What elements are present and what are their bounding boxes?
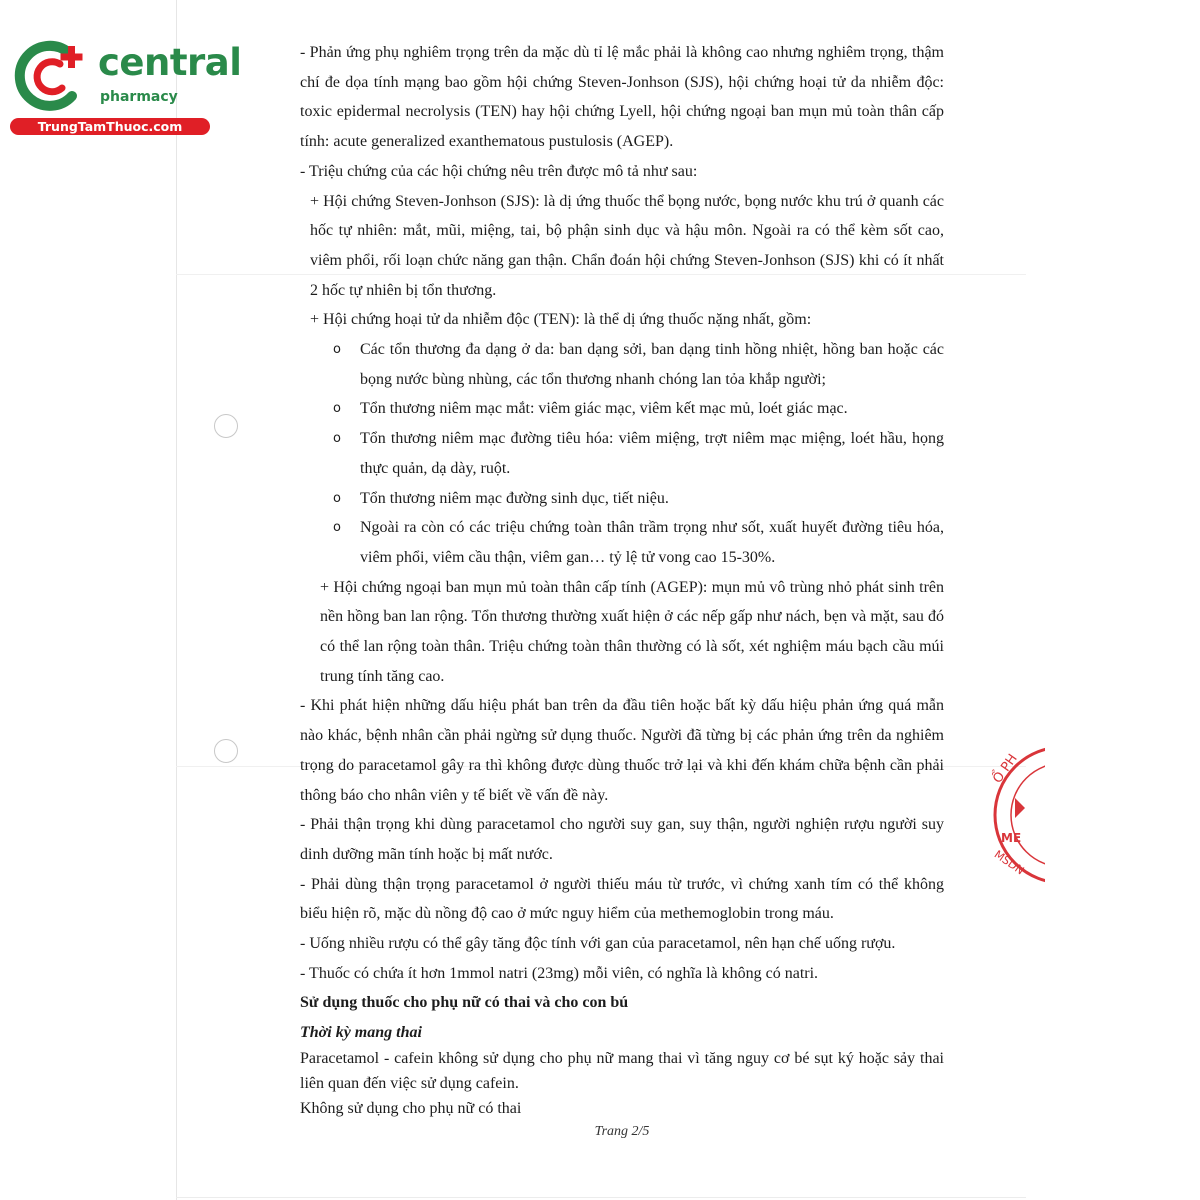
paragraph-pregnancy-caffeine: Paracetamol - cafein không sử dụng cho phụ nữ mang thai vì tăng nguy cơ bé sụt ký hoặc sảy thai liên quan đến việc sử dụng cafein.	[300, 1049, 944, 1092]
brand-subtitle: pharmacy	[100, 89, 178, 105]
subheading-pregnancy-period: Thời kỳ mang thai	[300, 1023, 422, 1041]
paragraph-anemia-caution: - Phải dùng thận trọng paracetamol ở người thiếu máu từ trước, vì chứng xanh tím có thể không biểu hiện rõ, mặc dù nồng độ cao ở mức nguy hiểm của methemoglobin trong máu.	[300, 875, 944, 923]
stamp-text-top: Ổ PH	[990, 751, 1021, 787]
logo-mark-icon	[10, 38, 94, 114]
bullet-text: Tổn thương niêm mạc mắt: viêm giác mạc, viêm kết mạc mủ, loét giác mạc.	[360, 400, 848, 418]
page-edge-bottom	[176, 1197, 1026, 1198]
section-heading-pregnancy: Sử dụng thuốc cho phụ nữ có thai và cho con bú	[300, 993, 629, 1011]
paragraph-liver-kidney-caution: - Phải thận trọng khi dùng paracetamol cho người suy gan, suy thận, người nghiện rượu người suy dinh dưỡng mãn tính hoặc bị mất nước.	[300, 816, 944, 863]
list-item	[300, 484, 944, 514]
stamp-text-bottom: MSDN	[991, 847, 1027, 878]
bullet-marker: o	[333, 431, 341, 447]
stamp-text-middle: ME	[1001, 831, 1022, 845]
punch-hole	[214, 739, 238, 763]
bullet-text: Tổn thương niêm mạc đường tiêu hóa: viêm miệng, trợt niêm mạc miệng, loét hầu, họng thực quản, dạ dày, ruột.	[360, 430, 944, 477]
paragraph-ten: + Hội chứng hoại tử da nhiễm độc (TEN): là thể dị ứng thuốc nặng nhất, gồm:	[310, 311, 812, 329]
paragraph-symptoms-intro: - Triệu chứng của các hội chứng nêu trên được mô tả như sau:	[300, 162, 698, 180]
paragraph-pregnancy-contraindication: Không sử dụng cho phụ nữ có thai	[300, 1099, 522, 1117]
brand-name: central	[98, 41, 242, 84]
central-pharmacy-logo[interactable]	[10, 38, 242, 136]
paragraph-severe-skin-reactions: - Phản ứng phụ nghiêm trọng trên da mặc dù tỉ lệ mắc phải là không cao nhưng nghiêm trọng, thậm chí đe dọa tính mạng bao gồm hội chứng Steven-Jonhson (SJS), hội chứng hoại tử da nhiễm độc: toxic epidermal necrolysis (TEN) hay hội chứng Lyell, hội chứng ngoại ban mụn mủ toàn thân cấp tính: acute generalized exanthematous pustulosis (AGEP).	[300, 44, 944, 151]
paragraph-alcohol-warning: - Uống nhiều rượu có thể gây tăng độc tính với gan của paracetamol, nên hạn chế uống rượu.	[300, 935, 896, 953]
page-edge	[176, 0, 177, 1200]
document-body	[300, 38, 944, 1121]
bullet-marker: o	[333, 490, 341, 506]
bullet-marker: o	[333, 342, 341, 358]
bullet-marker: o	[333, 520, 341, 536]
stamp-seal-icon	[985, 740, 1045, 890]
paragraph-sodium-content: - Thuốc có chứa ít hơn 1mmol natri (23mg) mỗi viên, có nghĩa là không có natri.	[300, 964, 819, 982]
paragraph-stop-drug: - Khi phát hiện những dấu hiệu phát ban trên da đầu tiên hoặc bất kỳ dấu hiệu phản ứng quá mẫn nào khác, bệnh nhân cần phải ngừng sử dụng thuốc. Người đã từng bị các phản ứng trên da nghiêm trọng do paracetamol gây ra thì không được dùng thuốc trở lại và khi đến khám chữa bệnh cần phải thông báo cho nhân viên y tế biết về vấn đề này.	[300, 697, 944, 804]
bullet-text: Tổn thương niêm mạc đường sinh dục, tiết niệu.	[360, 489, 669, 507]
punch-hole	[214, 414, 238, 438]
list-item	[300, 335, 944, 394]
paragraph-agep: + Hội chứng ngoại ban mụn mủ toàn thân cấp tính (AGEP): mụn mủ vô trùng nhỏ phát sinh trên nền hồng ban lan rộng. Tổn thương thường xuất hiện ở các nếp gấp như nách, bẹn và mặt, sau đó có thể lan rộng toàn thân. Triệu chứng toàn thân thường có là sốt, xét nghiệm máu bạch cầu múi trung tính tăng cao.	[320, 578, 944, 685]
page-number: Trang 2/5	[594, 1124, 650, 1139]
list-item	[300, 424, 944, 483]
bullet-text: Các tổn thương đa dạng ở da: ban dạng sởi, ban dạng tinh hồng nhiệt, hồng ban hoặc các bọng nước bùng nhùng, các tổn thương nhanh chóng lan tỏa khắp người;	[360, 341, 944, 388]
list-item	[300, 513, 944, 572]
bullet-marker: o	[333, 401, 341, 417]
list-item	[300, 394, 944, 424]
bullet-text: Ngoài ra còn có các triệu chứng toàn thân trầm trọng như sốt, xuất huyết đường tiêu hóa, viêm phổi, viêm cầu thận, viêm gan… tỷ lệ tử vong cao 15-30%.	[360, 519, 944, 566]
paragraph-sjs: + Hội chứng Steven-Jonhson (SJS): là dị ứng thuốc thể bọng nước, bọng nước khu trú ở quanh các hốc tự nhiên: mắt, mũi, miệng, tai, bộ phận sinh dục và hậu môn. Ngoài ra có thể kèm sốt cao, viêm phổi, rối loạn chức năng gan thận. Chẩn đoán hội chứng Steven-Jonhson (SJS) khi có ít nhất 2 hốc tự nhiên bị tổn thương.	[310, 192, 944, 299]
company-stamp	[985, 740, 1045, 890]
brand-url: TrungTamThuoc.com	[10, 118, 210, 135]
